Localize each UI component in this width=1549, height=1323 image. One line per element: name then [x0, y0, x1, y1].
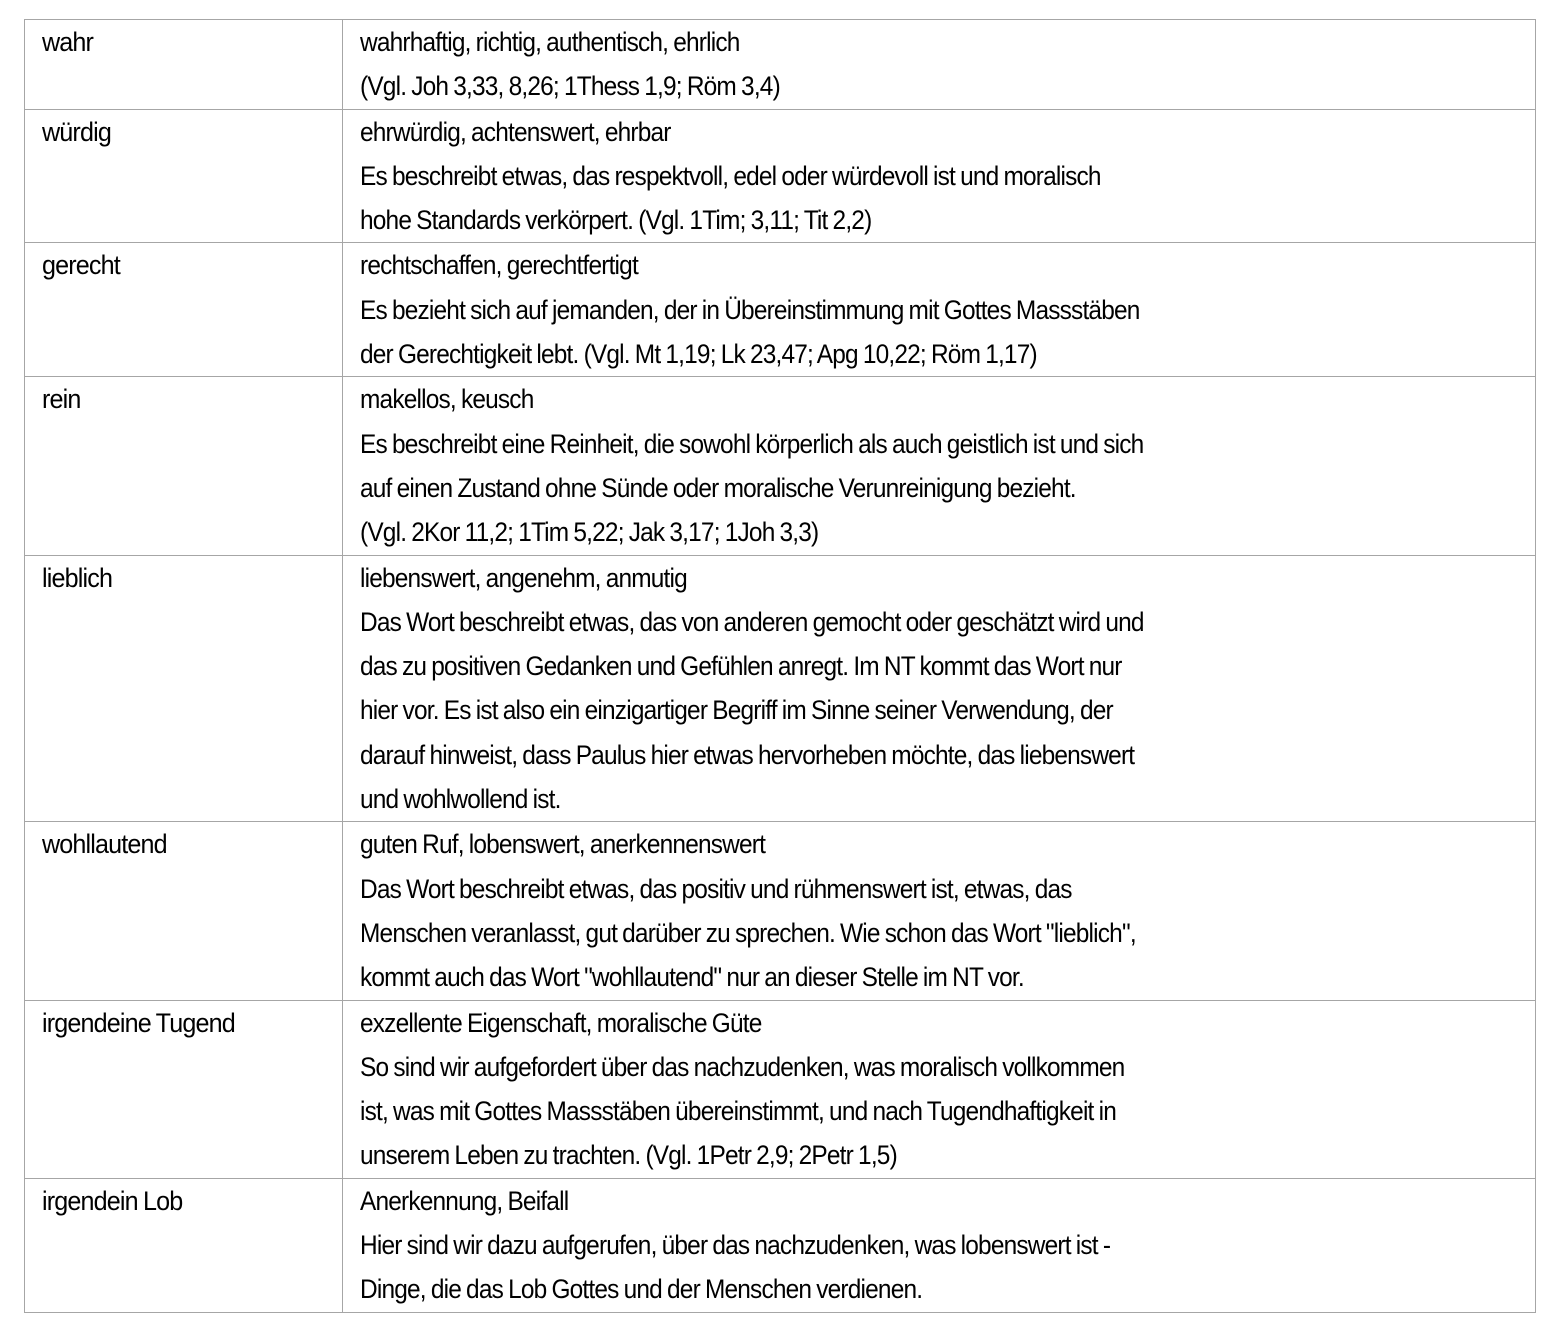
- definition-line: Dinge, die das Lob Gottes und der Menschen verdienen.: [360, 1274, 923, 1305]
- definition-line: Es beschreibt etwas, das respektvoll, edel oder würdevoll ist und moralisch: [360, 160, 1101, 191]
- definition-line: Es beschreibt eine Reinheit, die sowohl körperlich als auch geistlich ist und sich: [360, 428, 1144, 459]
- term-cell: [25, 1000, 343, 1178]
- table-row: [25, 555, 1536, 822]
- definition-cell: [343, 109, 1536, 243]
- synonyms-text: ehrwürdig, achtenswert, ehrbar: [360, 116, 671, 147]
- table-row: [25, 20, 1536, 110]
- synonyms-text: makellos, keusch: [360, 384, 534, 415]
- term-cell: [25, 822, 343, 1000]
- term-text: rein: [42, 384, 81, 415]
- definition-line: (Vgl. 2Kor 11,2; 1Tim 5,22; Jak 3,17; 1Joh 3,3): [360, 517, 819, 548]
- definition-line: hier vor. Es ist also ein einzigartiger Begriff im Sinne seiner Verwendung, der: [360, 695, 1113, 726]
- synonyms-text: exzellente Eigenschaft, moralische Güte: [360, 1007, 762, 1038]
- definition-cell: [343, 822, 1536, 1000]
- definition-line: (Vgl. Joh 3,33, 8,26; 1Thess 1,9; Röm 3,4): [360, 71, 780, 102]
- definition-cell: [343, 1000, 1536, 1178]
- definition-line: auf einen Zustand ohne Sünde oder moralische Verunreinigung bezieht.: [360, 472, 1076, 503]
- definition-line: Hier sind wir dazu aufgerufen, über das nachzudenken, was lobenswert ist -: [360, 1230, 1111, 1261]
- definition-line: ist, was mit Gottes Massstäben übereinstimmt, und nach Tugendhaftigkeit in: [360, 1096, 1117, 1127]
- definition-line: So sind wir aufgefordert über das nachzudenken, was moralisch vollkommen: [360, 1051, 1125, 1082]
- term-cell: [25, 1178, 343, 1312]
- glossary-table-body: [25, 20, 1536, 1313]
- table-row: [25, 1000, 1536, 1178]
- definition-line: hohe Standards verkörpert. (Vgl. 1Tim; 3,11; Tit 2,2): [360, 205, 872, 236]
- term-text: wahr: [42, 27, 94, 57]
- definition-line: Menschen veranlasst, gut darüber zu sprechen. Wie schon das Wort "lieblich",: [360, 917, 1136, 948]
- definition-line: Das Wort beschreibt etwas, das von anderen gemocht oder geschätzt wird und: [360, 606, 1144, 637]
- term-text: würdig: [42, 116, 111, 147]
- definition-cell: [343, 1178, 1536, 1312]
- definition-line: das zu positiven Gedanken und Gefühlen anregt. Im NT kommt das Wort nur: [360, 651, 1122, 682]
- term-cell: [25, 20, 343, 110]
- synonyms-text: wahrhaftig, richtig, authentisch, ehrlich: [360, 27, 740, 57]
- definition-line: der Gerechtigkeit lebt. (Vgl. Mt 1,19; Lk 23,47; Apg 10,22; Röm 1,17): [360, 339, 1037, 370]
- definition-line: kommt auch das Wort "wohllautend" nur an dieser Stelle im NT vor.: [360, 962, 1024, 993]
- definition-cell: [343, 555, 1536, 822]
- table-row: [25, 377, 1536, 555]
- definition-cell: [343, 377, 1536, 555]
- synonyms-text: guten Ruf, lobenswert, anerkennenswert: [360, 829, 766, 860]
- term-text: gerecht: [42, 250, 120, 281]
- term-cell: [25, 555, 343, 822]
- term-cell: [25, 377, 343, 555]
- glossary-table: [24, 19, 1536, 1313]
- definition-line: Das Wort beschreibt etwas, das positiv und rühmenswert ist, etwas, das: [360, 873, 1072, 904]
- term-cell: [25, 243, 343, 377]
- table-row: [25, 109, 1536, 243]
- definition-line: unserem Leben zu trachten. (Vgl. 1Petr 2,9; 2Petr 1,5): [360, 1140, 897, 1171]
- table-row: [25, 243, 1536, 377]
- definition-line: Es bezieht sich auf jemanden, der in Übereinstimmung mit Gottes Massstäben: [360, 294, 1140, 325]
- term-cell: [25, 109, 343, 243]
- definition-cell: [343, 243, 1536, 377]
- definition-line: und wohlwollend ist.: [360, 784, 561, 815]
- term-text: irgendeine Tugend: [42, 1007, 235, 1038]
- table-row: [25, 822, 1536, 1000]
- term-text: wohllautend: [42, 829, 167, 860]
- definition-line: darauf hinweist, dass Paulus hier etwas hervorheben möchte, das liebenswert: [360, 739, 1135, 770]
- term-text: lieblich: [42, 562, 113, 593]
- definition-cell: [343, 20, 1536, 110]
- term-text: irgendein Lob: [42, 1185, 183, 1216]
- synonyms-text: Anerkennung, Beifall: [360, 1185, 569, 1216]
- table-row: [25, 1178, 1536, 1312]
- synonyms-text: rechtschaffen, gerechtfertigt: [360, 250, 638, 281]
- synonyms-text: liebenswert, angenehm, anmutig: [360, 562, 687, 593]
